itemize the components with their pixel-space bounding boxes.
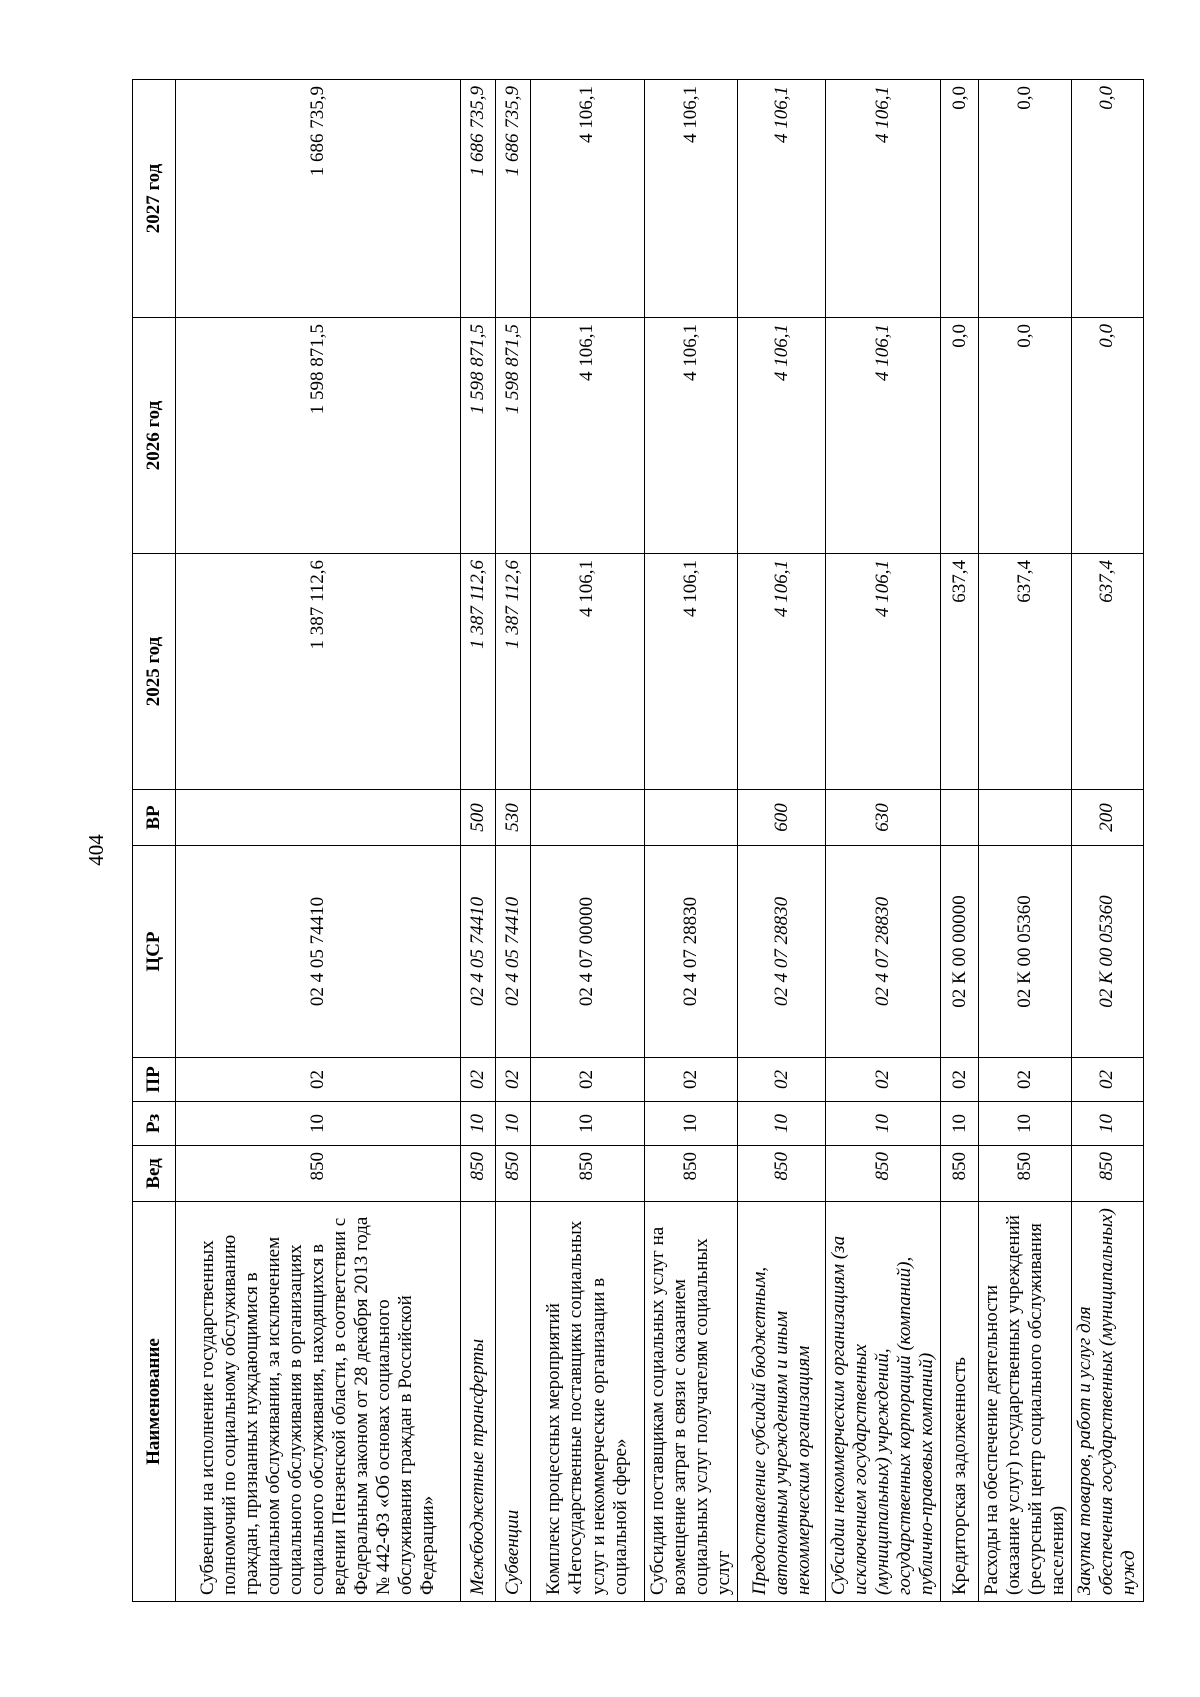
row-vr — [176, 790, 461, 846]
row-2026: 0,0 — [941, 318, 979, 554]
table-row — [496, 80, 531, 1602]
row-csr: 02 4 05 74410 — [176, 846, 461, 1058]
row-rz: 10 — [645, 1102, 738, 1146]
table-header-row — [133, 80, 176, 1602]
header-csr: ЦСР — [133, 846, 176, 1058]
row-vr — [979, 790, 1072, 846]
header-vr: ВР — [133, 790, 176, 846]
row-csr: 02 4 07 00000 — [531, 846, 645, 1058]
row-2025: 4 106,1 — [738, 554, 826, 790]
row-2026: 1 598 871,5 — [176, 318, 461, 554]
row-2025: 1 387 112,6 — [176, 554, 461, 790]
row-ved: 850 — [979, 1146, 1072, 1202]
row-2027: 1 686 735,9 — [461, 80, 496, 318]
row-rz: 10 — [979, 1102, 1072, 1146]
table-row — [941, 80, 979, 1602]
row-pr: 02 — [496, 1058, 531, 1102]
row-ved: 850 — [461, 1146, 496, 1202]
header-ved: Вед — [133, 1146, 176, 1202]
row-ved: 850 — [176, 1146, 461, 1202]
row-pr: 02 — [176, 1058, 461, 1102]
row-pr: 02 — [826, 1058, 941, 1102]
row-pr: 02 — [531, 1058, 645, 1102]
row-2027: 0,0 — [941, 80, 979, 318]
row-vr: 630 — [826, 790, 941, 846]
header-2027: 2027 год — [133, 80, 176, 318]
table-row — [176, 80, 461, 1602]
row-2026: 4 106,1 — [738, 318, 826, 554]
row-ved: 850 — [496, 1146, 531, 1202]
row-2026: 0,0 — [979, 318, 1072, 554]
row-2025: 4 106,1 — [645, 554, 738, 790]
row-2025: 1 387 112,6 — [496, 554, 531, 790]
header-name: Наименование — [133, 1202, 176, 1602]
row-pr: 02 — [738, 1058, 826, 1102]
page-number: 404 — [84, 834, 108, 866]
row-vr: 500 — [461, 790, 496, 846]
table-row — [826, 80, 941, 1602]
row-csr: 02 К 00 05360 — [1072, 846, 1143, 1058]
row-ved: 850 — [941, 1146, 979, 1202]
row-2025: 4 106,1 — [826, 554, 941, 790]
table-body — [176, 80, 1144, 1602]
row-vr — [531, 790, 645, 846]
header-pr: ПР — [133, 1058, 176, 1102]
row-name: Межбюджетные трансферты — [461, 1202, 496, 1602]
row-csr: 02 4 05 74410 — [461, 846, 496, 1058]
table-row — [1072, 80, 1143, 1602]
table-row — [979, 80, 1072, 1602]
row-ved: 850 — [645, 1146, 738, 1202]
row-csr: 02 К 00 00000 — [941, 846, 979, 1058]
row-csr: 02 4 07 28830 — [826, 846, 941, 1058]
row-name: Субвенции на исполнение государственных полномочий по социальному обслуживанию граждан, признанных нуждающимися в социальном обслуживании, за исключением социального обслуживания в организациях социального обслуживания, находящихся в ведении Пензенской области, в соответствии с Федеральным законом от 28 декабря 2013 года № 442-ФЗ «Об основах социального обслуживания граждан в Российской Федерации» — [176, 1202, 461, 1602]
row-2027: 4 106,1 — [826, 80, 941, 318]
row-2027: 1 686 735,9 — [176, 80, 461, 318]
row-name: Субсидии некоммерческим организациям (за исключением государственных (муниципальных) учреждений, государственных корпораций (компаний), публично-правовых компаний) — [826, 1202, 941, 1602]
row-vr: 530 — [496, 790, 531, 846]
rotated-table-frame — [132, 80, 1140, 1602]
row-rz: 10 — [1072, 1102, 1143, 1146]
row-2027: 1 686 735,9 — [496, 80, 531, 318]
row-rz: 10 — [826, 1102, 941, 1146]
row-pr: 02 — [645, 1058, 738, 1102]
row-name: Закупка товаров, работ и услуг для обеспечения государственных (муниципальных) нужд — [1072, 1202, 1143, 1602]
row-name: Кредиторская задолженность — [941, 1202, 979, 1602]
row-2026: 4 106,1 — [531, 318, 645, 554]
row-2027: 0,0 — [1072, 80, 1143, 318]
row-vr: 600 — [738, 790, 826, 846]
row-vr — [941, 790, 979, 846]
row-2025: 1 387 112,6 — [461, 554, 496, 790]
header-2026: 2026 год — [133, 318, 176, 554]
table-row — [645, 80, 738, 1602]
row-pr: 02 — [1072, 1058, 1143, 1102]
row-pr: 02 — [941, 1058, 979, 1102]
table-container — [132, 80, 1140, 1602]
row-pr: 02 — [461, 1058, 496, 1102]
row-2025: 637,4 — [941, 554, 979, 790]
table-row — [531, 80, 645, 1602]
budget-table — [132, 79, 1144, 1602]
row-rz: 10 — [531, 1102, 645, 1146]
row-rz: 10 — [496, 1102, 531, 1146]
row-2026: 4 106,1 — [826, 318, 941, 554]
row-ved: 850 — [1072, 1146, 1143, 1202]
row-name: Комплекс процессных мероприятий «Негосударственные поставщики социальных услуг и некоммерческие организации в социальной сфере» — [531, 1202, 645, 1602]
row-csr: 02 К 00 05360 — [979, 846, 1072, 1058]
row-name: Предоставление субсидий бюджетным, автономным учреждениям и иным некоммерческим организациям — [738, 1202, 826, 1602]
row-ved: 850 — [826, 1146, 941, 1202]
row-name: Субвенции — [496, 1202, 531, 1602]
row-csr: 02 4 07 28830 — [645, 846, 738, 1058]
row-ved: 850 — [531, 1146, 645, 1202]
row-2025: 637,4 — [979, 554, 1072, 790]
row-2025: 4 106,1 — [531, 554, 645, 790]
row-2026: 0,0 — [1072, 318, 1143, 554]
table-row — [738, 80, 826, 1602]
row-csr: 02 4 05 74410 — [496, 846, 531, 1058]
row-vr: 200 — [1072, 790, 1143, 846]
row-2026: 1 598 871,5 — [461, 318, 496, 554]
row-rz: 10 — [176, 1102, 461, 1146]
row-2027: 4 106,1 — [531, 80, 645, 318]
row-csr: 02 4 07 28830 — [738, 846, 826, 1058]
row-rz: 10 — [461, 1102, 496, 1146]
row-2026: 4 106,1 — [645, 318, 738, 554]
row-2027: 0,0 — [979, 80, 1072, 318]
row-2026: 1 598 871,5 — [496, 318, 531, 554]
row-pr: 02 — [979, 1058, 1072, 1102]
row-2027: 4 106,1 — [645, 80, 738, 318]
header-rz: Рз — [133, 1102, 176, 1146]
header-2025: 2025 год — [133, 554, 176, 790]
row-2027: 4 106,1 — [738, 80, 826, 318]
row-ved: 850 — [738, 1146, 826, 1202]
row-rz: 10 — [738, 1102, 826, 1146]
row-2025: 637,4 — [1072, 554, 1143, 790]
row-vr — [645, 790, 738, 846]
row-rz: 10 — [941, 1102, 979, 1146]
row-name: Субсидии поставщикам социальных услуг на возмещение затрат в связи с оказанием социальных услуг получателям социальных услуг — [645, 1202, 738, 1602]
row-name: Расходы на обеспечение деятельности (оказание услуг) государственных учреждений (ресурсный центр социального обслуживания населения) — [979, 1202, 1072, 1602]
table-row — [461, 80, 496, 1602]
